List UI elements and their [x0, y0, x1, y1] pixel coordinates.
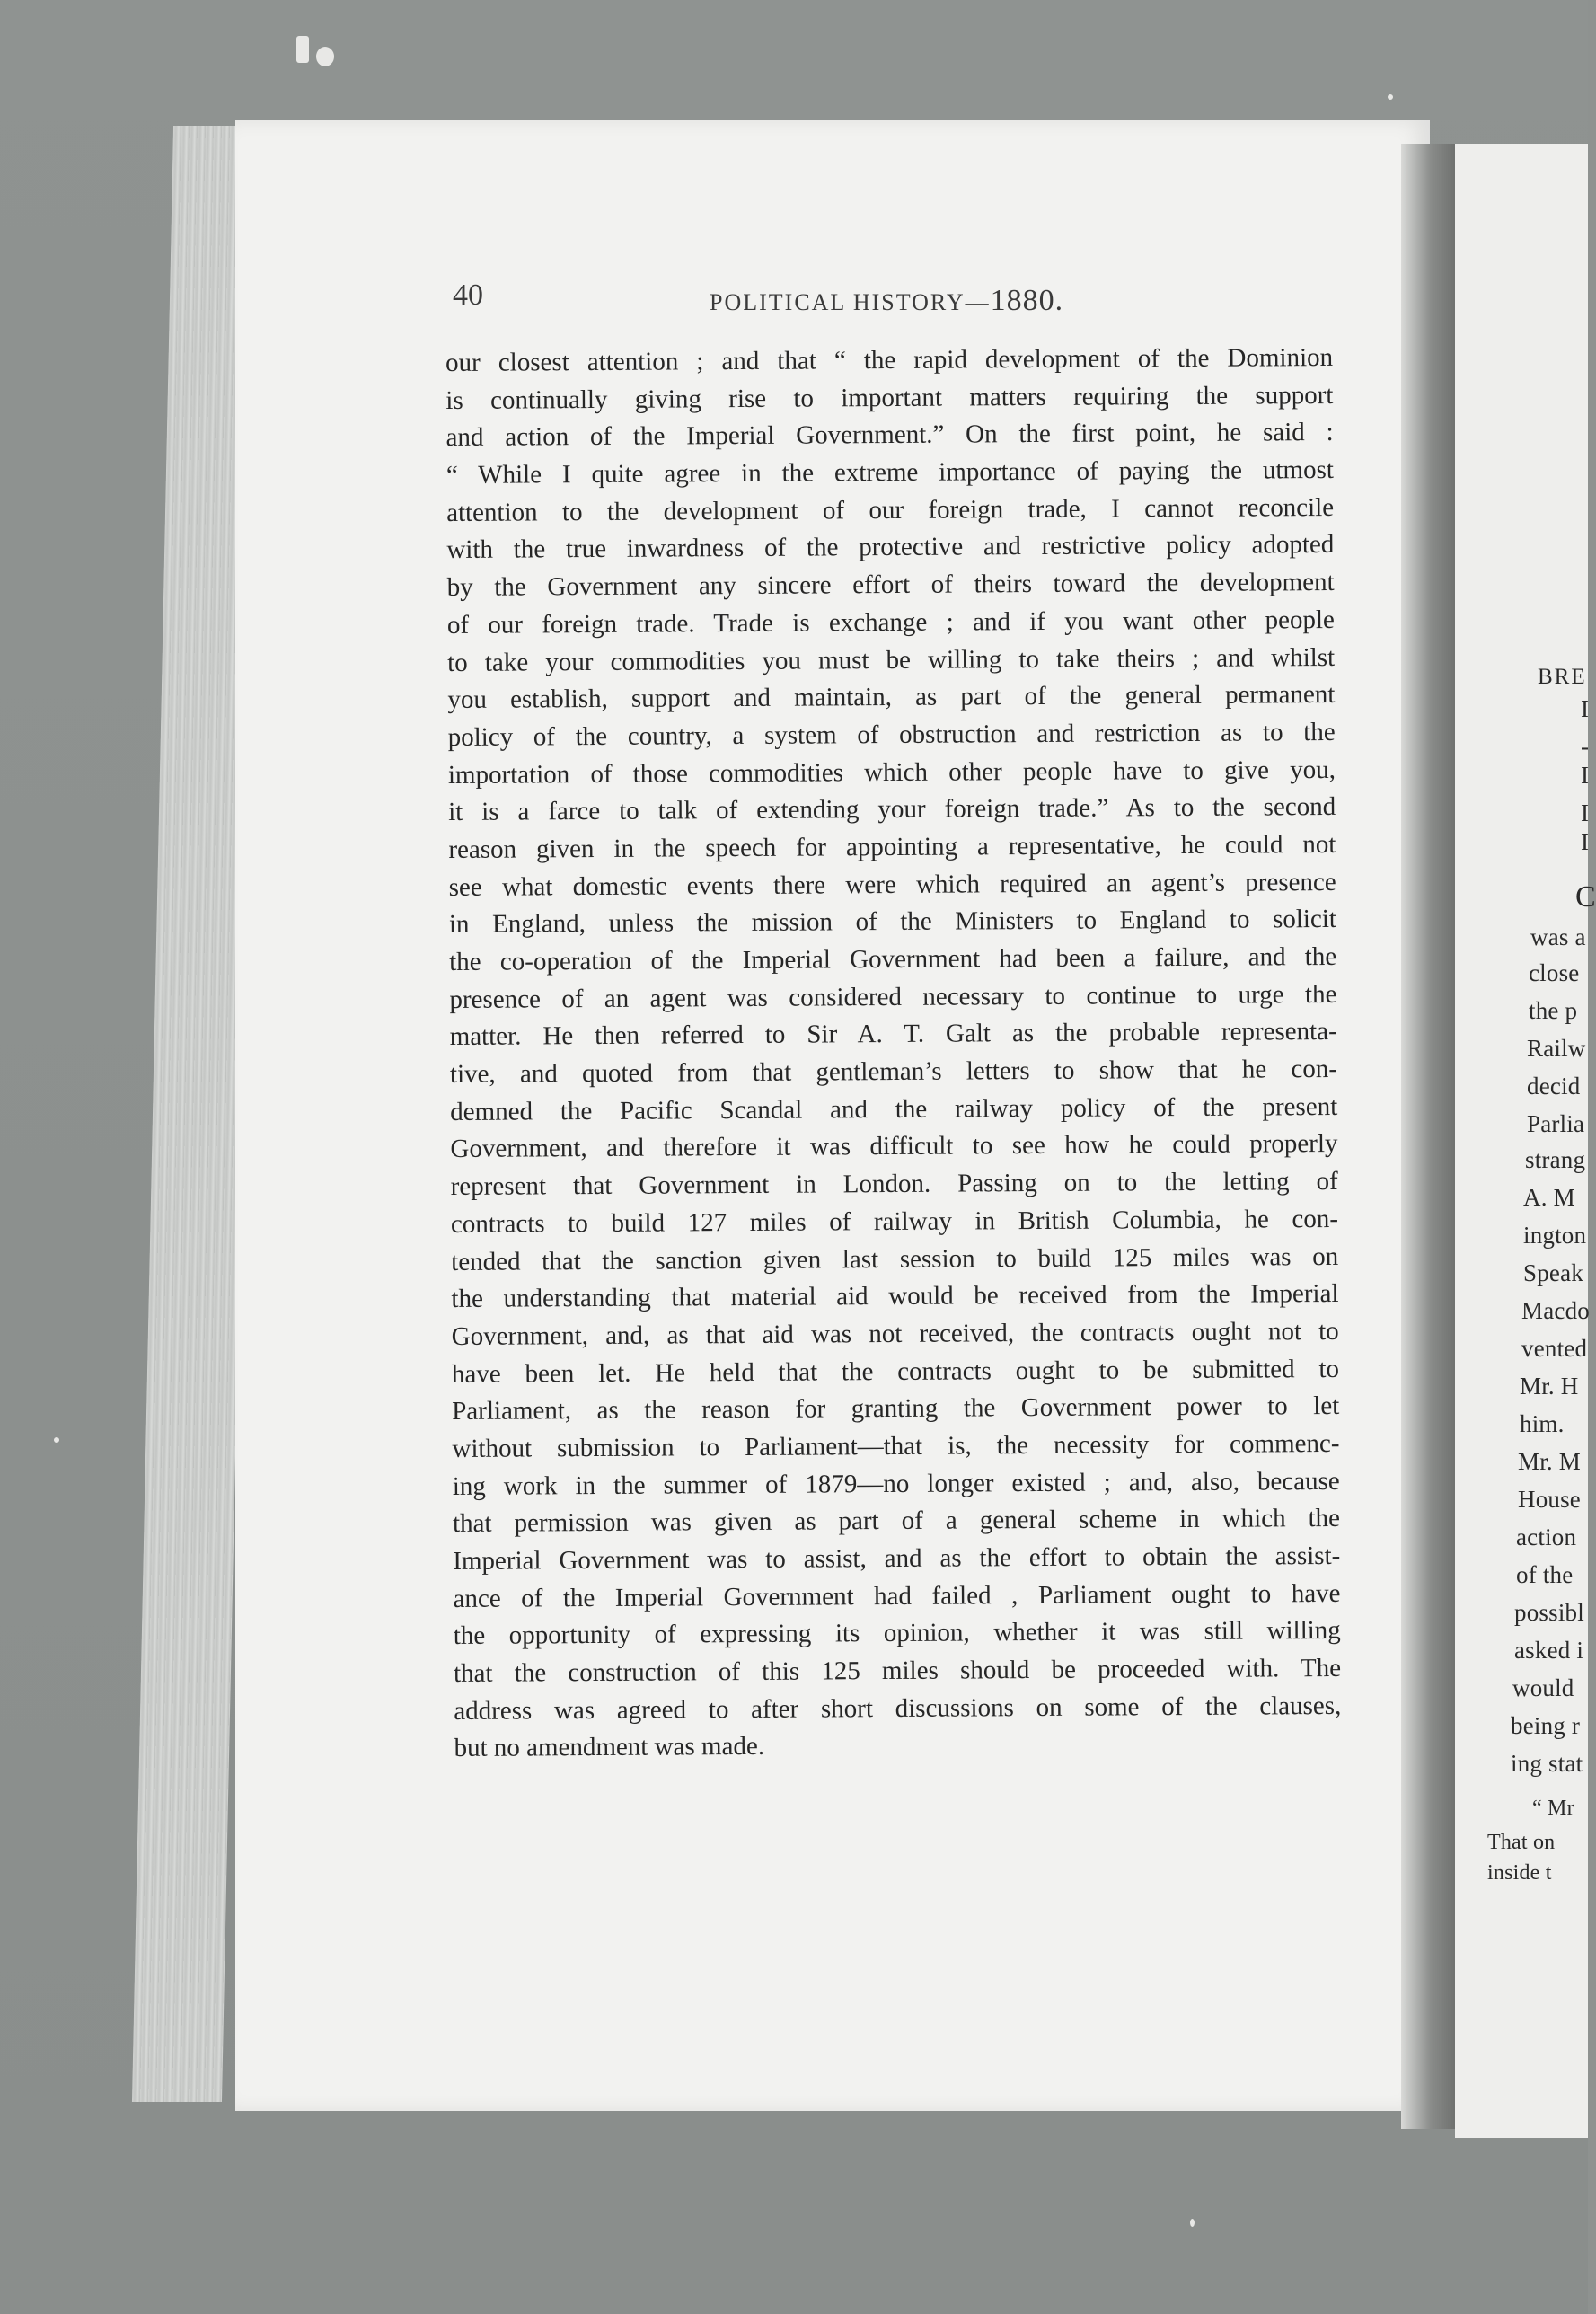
facing-page-line: Macdo	[1521, 1297, 1590, 1324]
facing-page-line: would	[1512, 1674, 1574, 1701]
body-line: Government, and, as that aid was not received, the contracts ought not to	[451, 1316, 1339, 1351]
facing-page-line: -	[1581, 733, 1590, 760]
body-line: demned the Pacific Scandal and the railway policy of the present	[450, 1091, 1338, 1126]
body-line: contracts to build 127 miles of railway in British Columbia, he con-	[450, 1204, 1339, 1239]
body-line: see what domestic events there were which required an agent’s presence	[448, 867, 1336, 902]
facing-page-line: C	[1575, 880, 1596, 914]
dust-speck	[1388, 94, 1393, 100]
facing-page-line: Speak	[1523, 1259, 1583, 1286]
facing-page-line: I	[1581, 828, 1590, 855]
facing-page-line: was a	[1530, 923, 1586, 950]
body-line: but no amendment was made.	[454, 1732, 765, 1763]
body-line: “ While I quite agree in the extreme importance of paying the utmost	[445, 455, 1334, 490]
facing-page-line: action	[1516, 1524, 1577, 1550]
body-line: the opportunity of expressing its opinion, whether it was still willing	[453, 1616, 1341, 1651]
body-line: tended that the sanction given last session to build 125 miles was on	[451, 1241, 1339, 1276]
facing-page-line: Mr. M	[1518, 1448, 1582, 1475]
body-line: that the construction of this 125 miles should be proceeded with. The	[453, 1653, 1342, 1689]
body-line: the co-operation of the Imperial Government had been a failure, and the	[449, 941, 1337, 976]
book-gutter	[1401, 144, 1455, 2129]
body-line: of our foreign trade. Trade is exchange ; and if you want other people	[446, 605, 1335, 640]
facing-page-line: vented	[1521, 1335, 1588, 1362]
body-line: our closest attention ; and that “ the rapid development of the Dominion	[445, 342, 1334, 377]
facing-page-line: Parlia	[1527, 1110, 1585, 1137]
body-line: matter. He then referred to Sir A. T. Galt as the probable representa-	[449, 1017, 1337, 1052]
body-line: that permission was given as part of a general scheme in which the	[452, 1504, 1341, 1539]
dust-speck	[54, 1437, 59, 1443]
body-line: importation of those commodities which other people have to give you,	[447, 755, 1336, 790]
facing-page-line: inside t	[1487, 1861, 1552, 1885]
body-line: Government, and therefore it was difficult to see how he could properly	[450, 1129, 1338, 1164]
facing-page-line: A. M	[1523, 1184, 1575, 1211]
dust-speck	[1190, 2219, 1195, 2227]
facing-page-line: him.	[1520, 1410, 1565, 1437]
dust-speck	[296, 36, 309, 63]
running-head-title: POLITICAL HISTORY—	[710, 289, 991, 315]
body-line: ing work in the summer of 1879—no longer existed ; and, also, because	[452, 1466, 1340, 1501]
dust-speck	[316, 47, 334, 66]
body-line: have been let. He held that the contracts ought to be submitted to	[451, 1354, 1340, 1389]
body-line: represent that Government in London. Passing on to the letting of	[450, 1167, 1338, 1202]
body-line: to take your commodities you must be willing to take theirs ; and whilst	[447, 642, 1336, 677]
body-line: Imperial Government was to assist, and as the effort to obtain the assist-	[453, 1541, 1341, 1576]
facing-page-line: being r	[1511, 1712, 1581, 1739]
facing-page-line: close	[1529, 959, 1580, 986]
facing-page-line: asked i	[1514, 1637, 1584, 1664]
facing-page	[1455, 144, 1596, 2138]
body-line: you establish, support and maintain, as part of the general permanent	[447, 680, 1336, 715]
running-head	[710, 284, 1063, 318]
facing-page-line: I	[1581, 695, 1590, 722]
body-line: the understanding that material aid would be received from the Imperial	[451, 1279, 1339, 1314]
running-head-year: 1880.	[990, 284, 1064, 317]
facing-page-line: of the	[1516, 1561, 1574, 1588]
body-line: with the true inwardness of the protective and restrictive policy adopted	[446, 530, 1335, 565]
facing-page-line: BRE	[1538, 665, 1587, 689]
body-line: attention to the development of our foreign trade, I cannot reconcile	[446, 492, 1335, 527]
facing-page-line: decid	[1527, 1073, 1581, 1100]
facing-page-line: ington	[1523, 1222, 1587, 1249]
body-line: presence of an agent was considered necessary to continue to urge the	[449, 979, 1337, 1014]
facing-page-line: “ Mr	[1532, 1797, 1574, 1820]
facing-page-line: I	[1581, 762, 1590, 789]
facing-page-line: strang	[1525, 1146, 1586, 1173]
body-line: policy of the country, a system of obstruction and restriction as to the	[447, 717, 1336, 752]
facing-page-line: ing stat	[1511, 1750, 1583, 1777]
facing-page-line: I	[1581, 799, 1590, 826]
facing-page-line: Railw	[1527, 1035, 1586, 1062]
body-line: by the Government any sincere effort of theirs toward the development	[446, 568, 1335, 603]
page-number: 40	[453, 278, 483, 312]
body-line: reason given in the speech for appointing a representative, he could not	[448, 829, 1336, 864]
body-line: Parliament, as the reason for granting the Government power to let	[452, 1391, 1340, 1426]
facing-page-line: the p	[1529, 997, 1578, 1024]
facing-page-line: House	[1518, 1486, 1581, 1513]
body-line: tive, and quoted from that gentleman’s letters to show that he con-	[449, 1055, 1338, 1090]
facing-page-line: possibl	[1514, 1599, 1584, 1626]
body-line: ance of the Imperial Government had failed , Parliament ought to have	[453, 1578, 1341, 1613]
facing-page-line: That on	[1487, 1831, 1556, 1854]
body-line: address was agreed to after short discussions on some of the clauses,	[454, 1691, 1342, 1726]
body-text	[445, 340, 1342, 1768]
body-line: without submission to Parliament—that is, the necessity for commenc-	[452, 1428, 1340, 1463]
facing-page-line: Mr. H	[1520, 1373, 1579, 1400]
body-line: and action of the Imperial Government.” On the first point, he said :	[445, 418, 1334, 453]
body-line: it is a farce to talk of extending your foreign trade.” As to the second	[448, 792, 1336, 827]
body-line: in England, unless the mission of the Ministers to England to solicit	[448, 905, 1337, 940]
body-line: is continually giving rise to important matters requiring the support	[445, 380, 1334, 415]
